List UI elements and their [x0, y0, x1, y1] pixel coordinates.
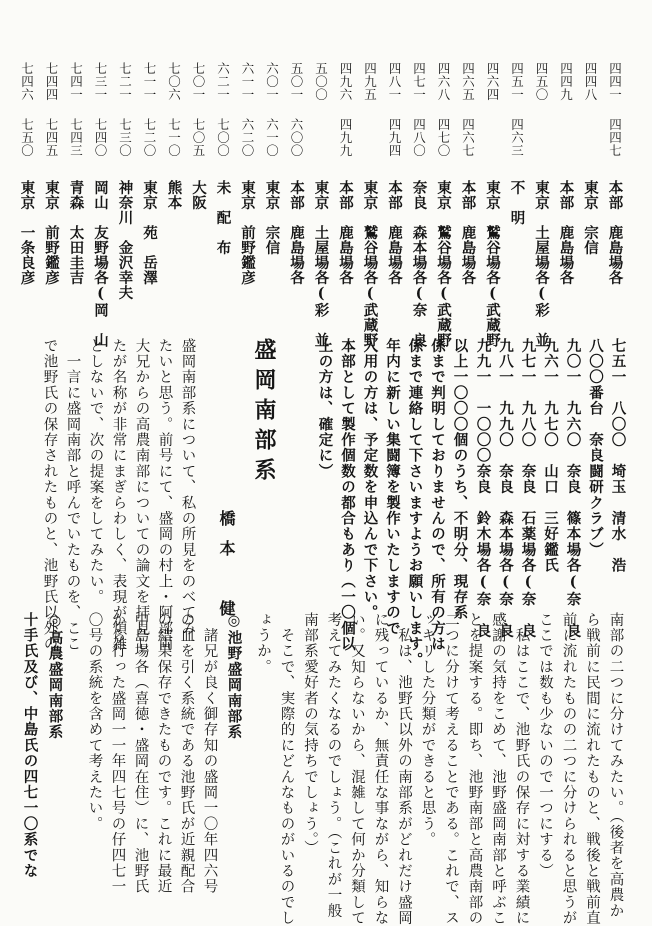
roster-number: 四六四: [485, 62, 500, 101]
roster-number: 四六五: [460, 62, 476, 101]
roster-number: 四八一: [387, 62, 402, 101]
roster-owner: 不 明: [508, 180, 526, 225]
roster-continuation-line: 九〇一 九六〇 奈良 篠本場各(奈 良: [564, 338, 582, 639]
roster-continuation-line: 九六一 九七〇 山口 三好鑑氏: [542, 338, 559, 574]
roster-continuation-line: 九九一 一〇〇〇奈良 鈴木場各(奈 良: [474, 338, 492, 639]
article-title: 盛岡南部系: [251, 338, 277, 488]
section-line: から行った盛岡一一年四七号の仔四七一: [109, 612, 126, 895]
roster-number-end: 七四三: [68, 118, 84, 157]
roster-number: 六一一: [240, 62, 255, 101]
notice-line: 上の方は、確定に）: [316, 338, 334, 480]
roster-owner: 本部 鹿島場各: [557, 180, 575, 285]
body-line: 南部の二つに分けてみたい。（後者を高農か: [607, 612, 624, 919]
roster-number: 七四六: [19, 62, 35, 101]
roster-number: 四九五: [362, 62, 378, 101]
body-line: 大兄からの高農南部についての論文を拝見し: [133, 338, 150, 652]
roster-continuation-line: 九七一 九八〇 奈良 石薬場各(奈 良: [519, 338, 537, 639]
roster-owner: 本部 鹿島場各: [288, 180, 305, 285]
roster-number-end: 六二〇: [240, 118, 255, 157]
roster-owner: 東京 宗信: [582, 180, 599, 255]
section-line: 十手氏及び、中島氏の四七一〇系でな: [21, 612, 39, 879]
roster-number-end: 七五〇: [19, 118, 35, 157]
roster-number: 四四一: [607, 62, 623, 101]
roster-number-end: 四六七: [460, 118, 476, 157]
notice-line: 入用の方は、予定数を申込んで下さい。: [361, 338, 379, 621]
notice-line: 年内に新しい集闘簿を製作いたしますので: [384, 338, 401, 637]
roster-owner: 岡山 友野場各(岡 山: [92, 180, 109, 348]
body-line: 盛岡南部系について、私の所見をのべてみ: [179, 338, 196, 637]
section-line: 〇号の系統を含めて考えたい。: [86, 612, 103, 832]
roster-number-end: 四九九: [338, 118, 353, 157]
body-line: い。又知らないから、混雑して何か分類して: [349, 612, 365, 926]
roster-number: 四六八: [436, 62, 451, 101]
roster-number-end: 七〇〇: [215, 118, 231, 157]
roster-number: 七〇一: [191, 62, 206, 101]
body-line: ッキリした分類ができると思う。: [419, 612, 436, 848]
roster-number-end: 六〇〇: [289, 118, 304, 157]
roster-owner: 東京 土屋場各(彩 並: [533, 180, 550, 348]
roster-owner: 東京 宗信: [263, 180, 281, 255]
notice-line: 以上一〇〇〇個のうち、不明分、現存系: [451, 338, 469, 621]
roster-owner: 東京 鷲谷場各(武蔵野: [484, 180, 501, 348]
section-line: 中島場各（喜徳・盛岡在住）に、池野氏: [132, 612, 149, 895]
roster-number: 七三一: [93, 62, 108, 101]
section-heading-kono: ◎高農盛岡南部系: [46, 612, 64, 741]
roster-number: 四五一: [509, 62, 525, 101]
article-author: 橋本 健: [217, 510, 236, 630]
roster-owner: 未 配 布: [214, 180, 232, 255]
roster-number: 四四九: [558, 62, 574, 101]
roster-number-end: 四四七: [607, 118, 623, 157]
roster-owner: 東京 一条良彦: [18, 180, 36, 285]
roster-number: 四七一: [411, 62, 427, 101]
roster-owner: 本部 鹿島場各: [606, 180, 624, 285]
roster-owner: 神奈川 金沢幸夫: [116, 180, 134, 300]
roster-owner: 奈良 森本場各(奈 良: [410, 180, 428, 348]
body-line: たいと思う。前号にて、盛岡の村上・阿部両: [156, 338, 173, 652]
roster-number-end: 七〇五: [191, 118, 206, 157]
roster-number: 七四一: [68, 62, 84, 101]
roster-owner: 本部 鹿島場各: [459, 180, 477, 285]
roster-owner: 東京 前野鑑彦: [43, 180, 60, 285]
section-line: の結果保存できたものです。これに最近: [155, 612, 172, 895]
section-line: 諸兄が良く御存知の盛岡一〇年四六号: [201, 612, 218, 895]
body-line: ここでは数も少ないので一つにする）: [537, 612, 553, 879]
roster-number: 七四四: [44, 62, 59, 101]
roster-number-end: 四八〇: [411, 118, 427, 157]
roster-owner: 本部 鹿島場各: [337, 180, 354, 285]
roster-continuation-line: 八〇〇番台 奈良闘研クラブ）: [587, 338, 604, 558]
roster-number: 四九六: [338, 62, 353, 101]
roster-number: 五〇一: [289, 62, 304, 101]
roster-number-end: 七三〇: [117, 118, 133, 157]
roster-number-end: 七一〇: [166, 118, 182, 157]
roster-owner: 東京 鷲谷場各(武蔵野: [361, 180, 379, 348]
body-line: ょうか。: [255, 612, 271, 675]
roster-owner: 東京 前野鑑彦: [239, 180, 256, 285]
roster-number: 四四八: [583, 62, 598, 101]
body-line: で池野氏の保存されたものと、池野氏以外の: [41, 338, 58, 652]
roster-number: 七二一: [117, 62, 133, 101]
roster-owner: 本部 鹿島場各: [386, 180, 403, 285]
body-line: とを提案する。即ち、池野南部と高農南部の: [466, 612, 483, 926]
roster-continuation-line: 七五一 八〇〇 埼玉 清水 浩: [609, 338, 627, 574]
body-line: 感謝の気持をこめて、池野盛岡南部と呼ぶこ: [490, 612, 506, 926]
roster-number: 七一一: [142, 62, 157, 101]
roster-number: 六〇一: [264, 62, 280, 101]
roster-number: 四五〇: [534, 62, 549, 101]
roster-owner: 東京 土屋場各(彩 並: [312, 180, 330, 348]
section-heading-ikeno: ◎池野盛岡南部系: [225, 612, 243, 741]
notice-line: 係まで連絡して下さいますようお願いします。: [406, 338, 424, 668]
roster-number-end: 四九四: [387, 118, 402, 157]
body-line: 南部系愛好者の気持ちでしょう。）: [302, 612, 318, 856]
body-line: 二つに分けて考えることである。これで、ス: [443, 612, 459, 926]
roster-number-end: 七四五: [44, 118, 59, 157]
body-line: に残っているか、無責任な事ながら、知らな: [372, 612, 389, 926]
body-line: そこで、実際的にどんなものがいるのでし: [278, 612, 295, 926]
roster-continuation-line: 九八一 九九〇 奈良 森本場各(奈 良: [497, 338, 514, 639]
roster-number-end: 四六三: [509, 118, 525, 157]
roster-number-end: 七四〇: [93, 118, 108, 157]
body-line: 前に流れたものの二つに分けられると思うが: [560, 612, 577, 926]
body-line: たが名称が非常にまぎらわしく、表現が煩雑: [110, 338, 127, 652]
body-line: ら戦前に民間に流れたものと、戦後と戦前直: [584, 612, 600, 926]
body-line: 私は、池野氏以外の南部系がどれだけ盛岡: [396, 612, 412, 926]
notice-line: 本部として製作個数の都合もあり（一〇個以: [339, 338, 356, 652]
roster-number-end: 七二〇: [142, 118, 157, 157]
body-line: 一言に盛岡南部と呼んでいたものを、ここ: [64, 338, 81, 652]
body-line: 考えてみたくなるのでしょう。（これが一般: [325, 612, 342, 919]
body-line: としないで、次の提案をしてみたい。: [87, 338, 104, 605]
notice-line: 係まで判明しておりませんので、所有の方は: [429, 338, 446, 652]
roster-number-end: 四七〇: [436, 118, 451, 157]
roster-number: 七〇六: [166, 62, 182, 101]
section-line: の血を引く系統である池野氏が近親配合: [178, 612, 195, 895]
roster-owner: 熊本: [165, 180, 183, 210]
roster-owner: 東京 苑 岳澤: [141, 180, 158, 285]
body-line: 私はここで、池野氏の保存に対する業績に: [513, 612, 530, 926]
roster-owner: 東京 鷲谷場各(武蔵野: [435, 180, 452, 348]
roster-number: 六二一: [215, 62, 231, 101]
roster-owner: 青森 太田圭吉: [67, 180, 85, 285]
roster-number: 五〇〇: [313, 62, 329, 101]
roster-owner: 大阪: [190, 180, 207, 210]
roster-number-end: 六一〇: [264, 118, 280, 157]
